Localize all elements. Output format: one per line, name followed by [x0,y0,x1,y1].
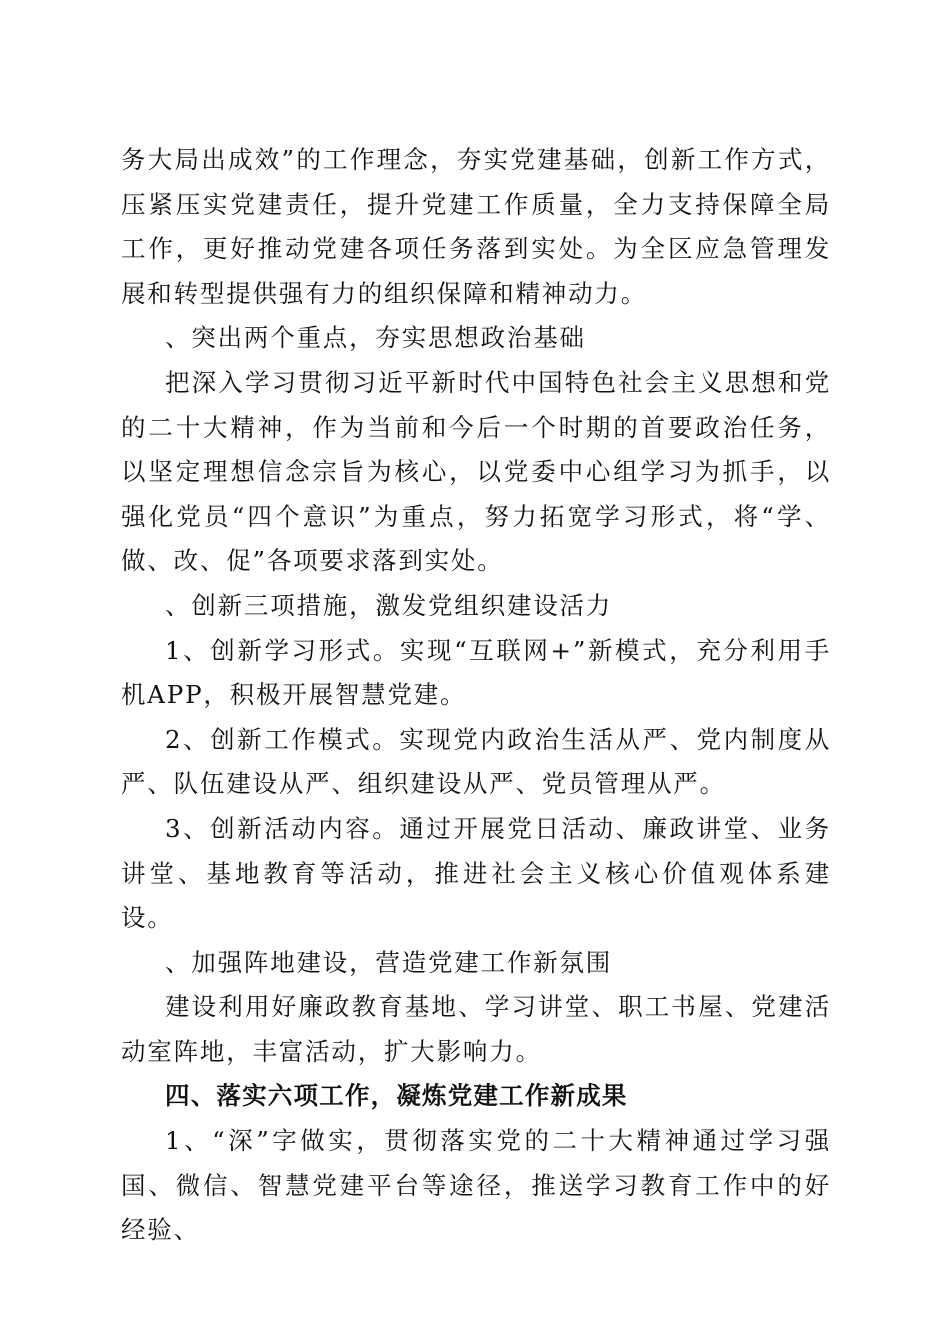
section-heading-bold: 四、落实六项工作，凝炼党建工作新成果 [165,1081,628,1111]
list-item: 1、创新学习形式。实现“互联网+”新模式，充分利用手机APP，积极开展智慧党建。 [121,635,831,710]
section-heading: 、加强阵地建设，营造党建工作新氛围 [165,947,613,977]
section-heading: 、突出两个重点，夯实思想政治基础 [165,323,586,353]
paragraph: 建设利用好廉政教育基地、学习讲堂、职工书屋、党建活动室阵地，丰富活动，扩大影响力。 [121,992,831,1066]
paragraph: 把深入学习贯彻习近平新时代中国特色社会主义思想和党的二十大精神，作为当前和今后一个时期的首要政治任务，以坚定理想信念宗旨为核心，以党委中心组学习为抓手，以强化党员“四个意识”为重点，努力拓宽学习形式，将“学、做、改、促”各项要求落到实处。 [121,367,831,576]
list-item: 1、“深”字做实，贯彻落实党的二十大精神通过学习强国、微信、智慧党建平台等途径，推送学习教育工作中的好经验、 [121,1126,831,1245]
list-item: 2、创新工作模式。实现党内政治生活从严、党内制度从严、队伍建设从严、组织建设从严、党员管理从严。 [121,724,831,799]
paragraph: 务大局出成效”的工作理念，夯实党建基础，创新工作方式，压紧压实党建责任，提升党建工作质量，全力支持保障全局工作，更好推动党建各项任务落到实处。为全区应急管理发展和转型提供强有力的组织保障和精神动力。 [121,145,831,308]
document-body [121,138,831,1253]
section-heading: 、创新三项措施，激发党组织建设活力 [165,590,613,620]
list-item: 3、创新活动内容。通过开展党日活动、廉政讲堂、业务讲堂、基地教育等活动，推进社会主义核心价值观体系建设。 [121,813,831,933]
